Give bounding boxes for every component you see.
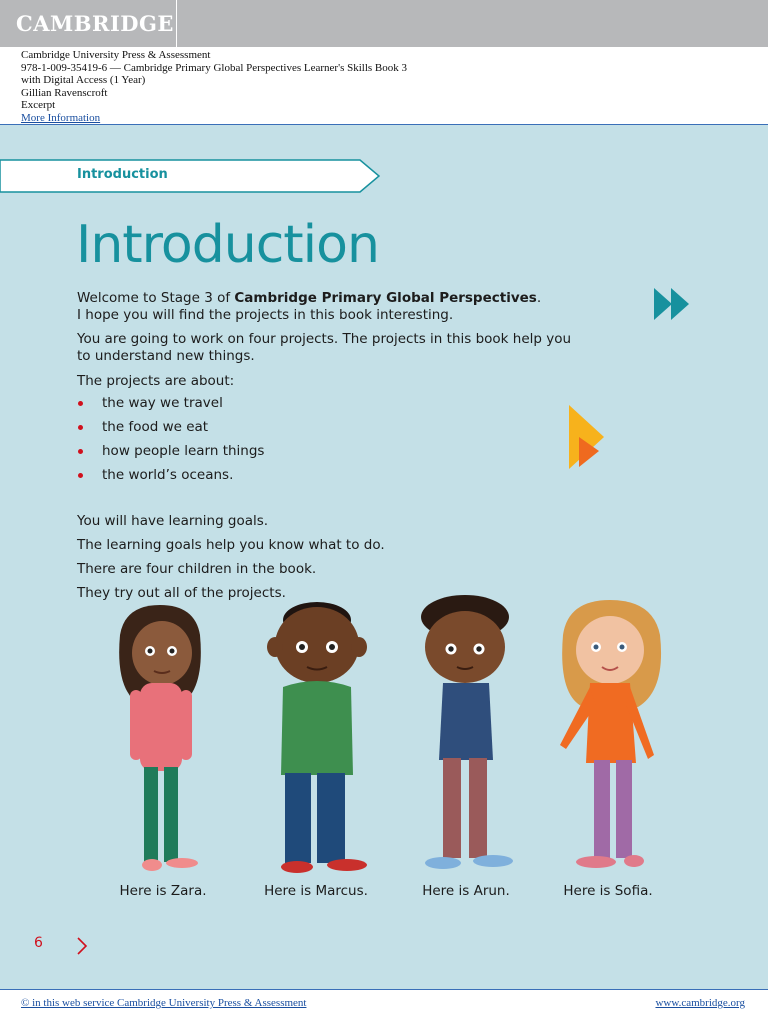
- list-item: [77, 467, 264, 491]
- bullet-icon: [78, 425, 83, 430]
- page-number: 6: [34, 935, 43, 951]
- list-item-text: the way we travel: [102, 395, 223, 411]
- chevron-right-icon: [76, 936, 88, 956]
- copyright-link[interactable]: © in this web service Cambridge University Press & Assessment: [21, 997, 307, 1009]
- caption-marcus: Here is Marcus.: [264, 883, 368, 899]
- caption-arun: Here is Arun.: [422, 883, 510, 899]
- header-bar: [0, 0, 768, 47]
- caption-zara: Here is Zara.: [119, 883, 207, 899]
- book-metadata: [21, 49, 407, 125]
- list-item-text: the world’s oceans.: [102, 467, 234, 483]
- bullet-icon: [78, 473, 83, 478]
- page-title: Introduction: [76, 215, 379, 275]
- list-item-text: how people learn things: [102, 443, 265, 459]
- projects-line-2: to understand new things.: [77, 348, 255, 364]
- sofia-illustration: [548, 595, 673, 880]
- goals-line-1: You will have learning goals.: [77, 513, 269, 529]
- edition: with Digital Access (1 Year): [21, 74, 146, 87]
- bullet-icon: [78, 401, 83, 406]
- bullet-icon: [78, 449, 83, 454]
- orange-arrow-icon: [569, 405, 605, 469]
- list-item: [77, 395, 264, 419]
- list-item: [77, 419, 264, 443]
- footer-divider: [0, 989, 768, 990]
- book-page: [0, 125, 768, 989]
- goals-line-2: The learning goals help you know what to do.: [77, 537, 385, 553]
- projects-paragraph: [77, 331, 571, 365]
- publisher: Cambridge University Press & Assessment: [21, 49, 211, 61]
- zara-illustration: [100, 595, 220, 880]
- fast-forward-icon: [654, 288, 690, 320]
- isbn-title: 978-1-009-35419-6 — Cambridge Primary Global Perspectives Learner's Skills Book 3: [21, 61, 407, 74]
- arun-illustration: [405, 595, 530, 880]
- welcome-prefix: Welcome to Stage 3 of: [77, 290, 235, 306]
- section-tab-shape: [0, 159, 380, 193]
- list-item-text: the food we eat: [102, 419, 209, 435]
- hope-line: I hope you will find the projects in this book interesting.: [77, 307, 454, 323]
- cambridge-logo[interactable]: CAMBRIDGE: [16, 11, 174, 36]
- caption-sofia: Here is Sofia.: [563, 883, 653, 899]
- website-link[interactable]: www.cambridge.org: [655, 997, 745, 1009]
- project-list: [77, 395, 264, 491]
- list-item: [77, 443, 264, 467]
- projects-about: The projects are about:: [77, 373, 235, 389]
- goals-line-4: They try out all of the projects.: [77, 585, 286, 601]
- projects-line-1: You are going to work on four projects. The projects in this book help you: [77, 331, 572, 347]
- section-tab-label: Introduction: [77, 167, 168, 182]
- logo-box: [0, 0, 177, 47]
- welcome-bold: Cambridge Primary Global Perspectives: [234, 290, 537, 306]
- welcome-suffix: .: [536, 290, 542, 306]
- goals-paragraph: [77, 509, 385, 605]
- goals-line-3: There are four children in the book.: [77, 561, 317, 577]
- more-information-link[interactable]: More Information: [21, 111, 101, 124]
- welcome-paragraph: [77, 290, 541, 324]
- excerpt-label: Excerpt: [21, 99, 56, 112]
- marcus-illustration: [255, 595, 385, 880]
- author: Gillian Ravenscroft: [21, 86, 108, 99]
